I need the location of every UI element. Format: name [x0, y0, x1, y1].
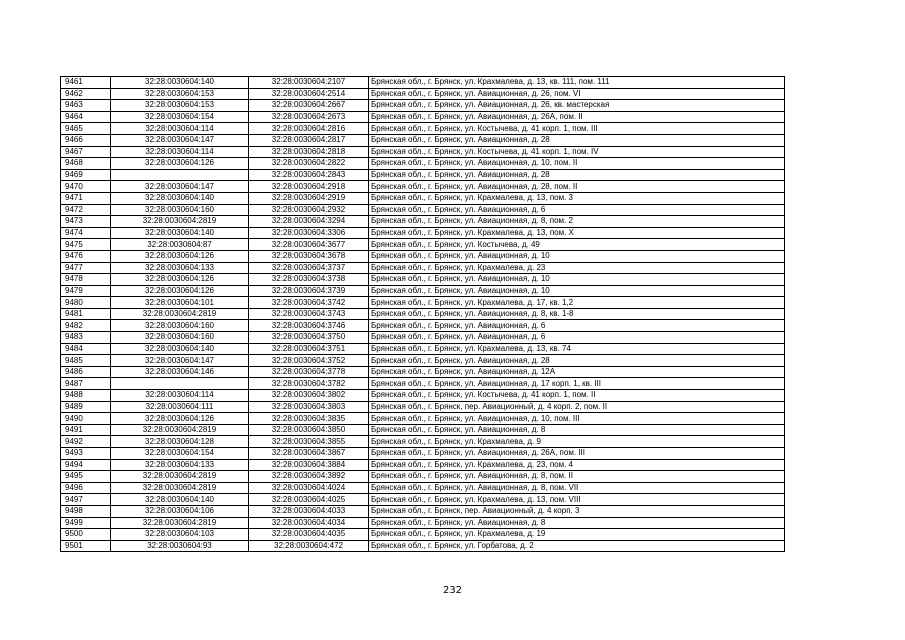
- cadastral-number-cell: 32:28:0030604:3803: [249, 401, 369, 413]
- cadastral-number-cell: 32:28:0030604:4034: [249, 517, 369, 529]
- row-number-cell: 9475: [61, 239, 111, 251]
- row-number-cell: 9477: [61, 262, 111, 274]
- row-number-cell: 9466: [61, 134, 111, 146]
- parent-cadastral-number-cell: 32:28:0030604:2819: [111, 424, 249, 436]
- row-number-cell: 9492: [61, 436, 111, 448]
- address-cell: Брянская обл., г. Брянск, ул. Авиационная, д. 8: [369, 517, 785, 529]
- table-row: [61, 146, 785, 158]
- address-cell: Брянская обл., г. Брянск, ул. Костычева, д. 41 корп. 1, пом. IV: [369, 146, 785, 158]
- row-number-cell: 9463: [61, 100, 111, 112]
- row-number-cell: 9468: [61, 158, 111, 170]
- table-row: [61, 343, 785, 355]
- row-number-cell: 9461: [61, 77, 111, 89]
- table-row: [61, 390, 785, 402]
- table-row: [61, 192, 785, 204]
- row-number-cell: 9499: [61, 517, 111, 529]
- address-cell: Брянская обл., г. Брянск, пер. Авиационный, д. 4 корп. 3: [369, 505, 785, 517]
- address-cell: Брянская обл., г. Брянск, ул. Авиационная, д. 17 корп. 1, кв. III: [369, 378, 785, 390]
- address-cell: Брянская обл., г. Брянск, ул. Костычева, д. 41 корп. 1, пом. II: [369, 390, 785, 402]
- cadastral-number-cell: 32:28:0030604:3743: [249, 308, 369, 320]
- parent-cadastral-number-cell: 32:28:0030604:106: [111, 505, 249, 517]
- parent-cadastral-number-cell: 32:28:0030604:114: [111, 390, 249, 402]
- cadastral-number-cell: 32:28:0030604:3677: [249, 239, 369, 251]
- table-row: [61, 413, 785, 425]
- cadastral-number-cell: 32:28:0030604:3751: [249, 343, 369, 355]
- cadastral-number-cell: 32:28:0030604:3855: [249, 436, 369, 448]
- table-row: [61, 308, 785, 320]
- address-cell: Брянская обл., г. Брянск, ул. Авиационная, д. 10, пом. II: [369, 158, 785, 170]
- table-row: [61, 355, 785, 367]
- table-row: [61, 169, 785, 181]
- parent-cadastral-number-cell: 32:28:0030604:147: [111, 181, 249, 193]
- table-row: [61, 448, 785, 460]
- parent-cadastral-number-cell: 32:28:0030604:133: [111, 459, 249, 471]
- address-cell: Брянская обл., г. Брянск, ул. Авиационная, д. 28: [369, 169, 785, 181]
- parent-cadastral-number-cell: 32:28:0030604:126: [111, 413, 249, 425]
- page-number: 232: [442, 585, 463, 596]
- row-number-cell: 9493: [61, 448, 111, 460]
- parent-cadastral-number-cell: 32:28:0030604:2819: [111, 517, 249, 529]
- parent-cadastral-number-cell: 32:28:0030604:126: [111, 274, 249, 286]
- address-cell: Брянская обл., г. Брянск, ул. Авиационная, д. 28: [369, 134, 785, 146]
- table-row: [61, 494, 785, 506]
- row-number-cell: 9501: [61, 540, 111, 552]
- parent-cadastral-number-cell: 32:28:0030604:140: [111, 77, 249, 89]
- table-row: [61, 285, 785, 297]
- address-cell: Брянская обл., г. Брянск, ул. Крахмалева, д. 9: [369, 436, 785, 448]
- cadastral-number-cell: 32:28:0030604:3884: [249, 459, 369, 471]
- parent-cadastral-number-cell: 32:28:0030604:126: [111, 285, 249, 297]
- cadastral-number-cell: 32:28:0030604:3746: [249, 320, 369, 332]
- address-cell: Брянская обл., г. Брянск, ул. Авиационная, д. 26А, пом. III: [369, 448, 785, 460]
- table-row: [61, 436, 785, 448]
- table-row: [61, 540, 785, 552]
- row-number-cell: 9495: [61, 471, 111, 483]
- cadastral-number-cell: 32:28:0030604:3802: [249, 390, 369, 402]
- cadastral-number-cell: 32:28:0030604:2932: [249, 204, 369, 216]
- address-cell: Брянская обл., г. Брянск, ул. Костычева, д. 49: [369, 239, 785, 251]
- parent-cadastral-number-cell: 32:28:0030604:140: [111, 494, 249, 506]
- address-cell: Брянская обл., г. Брянск, ул. Авиационная, д. 26, кв. мастерская: [369, 100, 785, 112]
- cadastral-number-cell: 32:28:0030604:3835: [249, 413, 369, 425]
- cadastral-registry-table: [60, 76, 785, 552]
- parent-cadastral-number-cell: 32:28:0030604:111: [111, 401, 249, 413]
- parent-cadastral-number-cell: 32:28:0030604:160: [111, 320, 249, 332]
- table-row: [61, 88, 785, 100]
- cadastral-number-cell: 32:28:0030604:3294: [249, 216, 369, 228]
- table-row: [61, 100, 785, 112]
- row-number-cell: 9494: [61, 459, 111, 471]
- cadastral-number-cell: 32:28:0030604:2816: [249, 123, 369, 135]
- cadastral-number-cell: 32:28:0030604:2843: [249, 169, 369, 181]
- address-cell: Брянская обл., г. Брянск, ул. Авиационная, д. 12А: [369, 366, 785, 378]
- parent-cadastral-number-cell: 32:28:0030604:126: [111, 250, 249, 262]
- parent-cadastral-number-cell: 32:28:0030604:146: [111, 366, 249, 378]
- registry-table-body: [61, 77, 785, 552]
- row-number-cell: 9488: [61, 390, 111, 402]
- row-number-cell: 9464: [61, 111, 111, 123]
- address-cell: Брянская обл., г. Брянск, ул. Авиационная, д. 10: [369, 274, 785, 286]
- cadastral-number-cell: 32:28:0030604:2918: [249, 181, 369, 193]
- parent-cadastral-number-cell: 32:28:0030604:153: [111, 88, 249, 100]
- parent-cadastral-number-cell: 32:28:0030604:126: [111, 158, 249, 170]
- parent-cadastral-number-cell: 32:28:0030604:140: [111, 343, 249, 355]
- parent-cadastral-number-cell: 32:28:0030604:160: [111, 204, 249, 216]
- address-cell: Брянская обл., г. Брянск, ул. Авиационная, д. 6: [369, 332, 785, 344]
- parent-cadastral-number-cell: 32:28:0030604:140: [111, 192, 249, 204]
- table-row: [61, 424, 785, 436]
- address-cell: Брянская обл., г. Брянск, ул. Авиационная, д. 6: [369, 320, 785, 332]
- parent-cadastral-number-cell: 32:28:0030604:103: [111, 529, 249, 541]
- row-number-cell: 9490: [61, 413, 111, 425]
- cadastral-number-cell: 32:28:0030604:472: [249, 540, 369, 552]
- row-number-cell: 9472: [61, 204, 111, 216]
- table-row: [61, 250, 785, 262]
- row-number-cell: 9479: [61, 285, 111, 297]
- parent-cadastral-number-cell: 32:28:0030604:128: [111, 436, 249, 448]
- table-row: [61, 459, 785, 471]
- table-row: [61, 227, 785, 239]
- parent-cadastral-number-cell: 32:28:0030604:2819: [111, 308, 249, 320]
- address-cell: Брянская обл., г. Брянск, ул. Крахмалева, д. 13, пом. VIII: [369, 494, 785, 506]
- cadastral-number-cell: 32:28:0030604:3850: [249, 424, 369, 436]
- table-row: [61, 471, 785, 483]
- address-cell: Брянская обл., г. Брянск, ул. Авиационная, д. 26А, пом. II: [369, 111, 785, 123]
- table-row: [61, 181, 785, 193]
- row-number-cell: 9474: [61, 227, 111, 239]
- table-row: [61, 297, 785, 309]
- parent-cadastral-number-cell: 32:28:0030604:140: [111, 227, 249, 239]
- table-row: [61, 274, 785, 286]
- parent-cadastral-number-cell: 32:28:0030604:133: [111, 262, 249, 274]
- table-row: [61, 505, 785, 517]
- table-row: [61, 529, 785, 541]
- address-cell: Брянская обл., г. Брянск, ул. Авиационная, д. 8: [369, 424, 785, 436]
- address-cell: Брянская обл., г. Брянск, ул. Авиационная, д. 10: [369, 285, 785, 297]
- cadastral-number-cell: 32:28:0030604:3678: [249, 250, 369, 262]
- cadastral-number-cell: 32:28:0030604:2673: [249, 111, 369, 123]
- parent-cadastral-number-cell: [111, 378, 249, 390]
- parent-cadastral-number-cell: 32:28:0030604:87: [111, 239, 249, 251]
- table-row: [61, 401, 785, 413]
- table-row: [61, 517, 785, 529]
- row-number-cell: 9486: [61, 366, 111, 378]
- address-cell: Брянская обл., г. Брянск, ул. Костычева, д. 41 корп. 1, пом. III: [369, 123, 785, 135]
- row-number-cell: 9496: [61, 482, 111, 494]
- address-cell: Брянская обл., г. Брянск, ул. Авиационная, д. 10, пом. III: [369, 413, 785, 425]
- address-cell: Брянская обл., г. Брянск, ул. Крахмалева, д. 13, кв. 74: [369, 343, 785, 355]
- row-number-cell: 9500: [61, 529, 111, 541]
- table-row: [61, 239, 785, 251]
- cadastral-number-cell: 32:28:0030604:4024: [249, 482, 369, 494]
- cadastral-number-cell: 32:28:0030604:2667: [249, 100, 369, 112]
- row-number-cell: 9480: [61, 297, 111, 309]
- cadastral-number-cell: 32:28:0030604:2818: [249, 146, 369, 158]
- cadastral-number-cell: 32:28:0030604:4025: [249, 494, 369, 506]
- table-row: [61, 158, 785, 170]
- address-cell: Брянская обл., г. Брянск, ул. Крахмалева, д. 17, кв. 1,2: [369, 297, 785, 309]
- cadastral-number-cell: 32:28:0030604:2107: [249, 77, 369, 89]
- row-number-cell: 9469: [61, 169, 111, 181]
- parent-cadastral-number-cell: 32:28:0030604:2819: [111, 471, 249, 483]
- parent-cadastral-number-cell: 32:28:0030604:154: [111, 448, 249, 460]
- parent-cadastral-number-cell: 32:28:0030604:114: [111, 146, 249, 158]
- cadastral-number-cell: 32:28:0030604:2919: [249, 192, 369, 204]
- cadastral-number-cell: 32:28:0030604:3782: [249, 378, 369, 390]
- row-number-cell: 9478: [61, 274, 111, 286]
- parent-cadastral-number-cell: 32:28:0030604:154: [111, 111, 249, 123]
- row-number-cell: 9481: [61, 308, 111, 320]
- address-cell: Брянская обл., г. Брянск, ул. Горбатова, д. 2: [369, 540, 785, 552]
- parent-cadastral-number-cell: 32:28:0030604:101: [111, 297, 249, 309]
- row-number-cell: 9462: [61, 88, 111, 100]
- parent-cadastral-number-cell: 32:28:0030604:147: [111, 355, 249, 367]
- address-cell: Брянская обл., г. Брянск, пер. Авиационный, д. 4 корп. 2, пом. II: [369, 401, 785, 413]
- table-row: [61, 378, 785, 390]
- parent-cadastral-number-cell: 32:28:0030604:160: [111, 332, 249, 344]
- address-cell: Брянская обл., г. Брянск, ул. Крахмалева, д. 19: [369, 529, 785, 541]
- table-row: [61, 77, 785, 89]
- table-row: [61, 262, 785, 274]
- table-row: [61, 482, 785, 494]
- parent-cadastral-number-cell: [111, 169, 249, 181]
- row-number-cell: 9482: [61, 320, 111, 332]
- row-number-cell: 9465: [61, 123, 111, 135]
- address-cell: Брянская обл., г. Брянск, ул. Авиационная, д. 8, кв. 1-8: [369, 308, 785, 320]
- address-cell: Брянская обл., г. Брянск, ул. Авиационная, д. 26, пом. VI: [369, 88, 785, 100]
- address-cell: Брянская обл., г. Брянск, ул. Крахмалева, д. 23: [369, 262, 785, 274]
- cadastral-number-cell: 32:28:0030604:3738: [249, 274, 369, 286]
- cadastral-number-cell: 32:28:0030604:3742: [249, 297, 369, 309]
- table-row: [61, 366, 785, 378]
- row-number-cell: 9485: [61, 355, 111, 367]
- cadastral-number-cell: 32:28:0030604:3750: [249, 332, 369, 344]
- row-number-cell: 9470: [61, 181, 111, 193]
- table-row: [61, 134, 785, 146]
- parent-cadastral-number-cell: 32:28:0030604:114: [111, 123, 249, 135]
- row-number-cell: 9489: [61, 401, 111, 413]
- table-row: [61, 216, 785, 228]
- row-number-cell: 9484: [61, 343, 111, 355]
- address-cell: Брянская обл., г. Брянск, ул. Крахмалева, д. 13, пом. X: [369, 227, 785, 239]
- row-number-cell: 9487: [61, 378, 111, 390]
- address-cell: Брянская обл., г. Брянск, ул. Крахмалева, д. 23, пом. 4: [369, 459, 785, 471]
- cadastral-number-cell: 32:28:0030604:2514: [249, 88, 369, 100]
- address-cell: Брянская обл., г. Брянск, ул. Авиационная, д. 8, пом. II: [369, 471, 785, 483]
- cadastral-number-cell: 32:28:0030604:3306: [249, 227, 369, 239]
- address-cell: Брянская обл., г. Брянск, ул. Крахмалева, д. 13, пом. 3: [369, 192, 785, 204]
- table-row: [61, 111, 785, 123]
- address-cell: Брянская обл., г. Брянск, ул. Авиационная, д. 28: [369, 355, 785, 367]
- address-cell: Брянская обл., г. Брянск, ул. Авиационная, д. 10: [369, 250, 785, 262]
- address-cell: Брянская обл., г. Брянск, ул. Авиационная, д. 8, пом. 2: [369, 216, 785, 228]
- table-row: [61, 204, 785, 216]
- cadastral-number-cell: 32:28:0030604:2822: [249, 158, 369, 170]
- table-row: [61, 332, 785, 344]
- row-number-cell: 9498: [61, 505, 111, 517]
- row-number-cell: 9471: [61, 192, 111, 204]
- cadastral-number-cell: 32:28:0030604:3778: [249, 366, 369, 378]
- row-number-cell: 9476: [61, 250, 111, 262]
- parent-cadastral-number-cell: 32:28:0030604:2819: [111, 216, 249, 228]
- parent-cadastral-number-cell: 32:28:0030604:147: [111, 134, 249, 146]
- cadastral-number-cell: 32:28:0030604:2817: [249, 134, 369, 146]
- row-number-cell: 9491: [61, 424, 111, 436]
- address-cell: Брянская обл., г. Брянск, ул. Авиационная, д. 6: [369, 204, 785, 216]
- parent-cadastral-number-cell: 32:28:0030604:93: [111, 540, 249, 552]
- table-row: [61, 123, 785, 135]
- cadastral-number-cell: 32:28:0030604:3867: [249, 448, 369, 460]
- row-number-cell: 9483: [61, 332, 111, 344]
- row-number-cell: 9473: [61, 216, 111, 228]
- row-number-cell: 9467: [61, 146, 111, 158]
- cadastral-number-cell: 32:28:0030604:3737: [249, 262, 369, 274]
- parent-cadastral-number-cell: 32:28:0030604:2819: [111, 482, 249, 494]
- cadastral-number-cell: 32:28:0030604:3752: [249, 355, 369, 367]
- parent-cadastral-number-cell: 32:28:0030604:153: [111, 100, 249, 112]
- address-cell: Брянская обл., г. Брянск, ул. Авиационная, д. 28, пом. II: [369, 181, 785, 193]
- cadastral-number-cell: 32:28:0030604:4035: [249, 529, 369, 541]
- address-cell: Брянская обл., г. Брянск, ул. Крахмалева, д. 13, кв. 111, пом. 111: [369, 77, 785, 89]
- cadastral-number-cell: 32:28:0030604:3892: [249, 471, 369, 483]
- cadastral-number-cell: 32:28:0030604:4033: [249, 505, 369, 517]
- cadastral-number-cell: 32:28:0030604:3739: [249, 285, 369, 297]
- table-row: [61, 320, 785, 332]
- row-number-cell: 9497: [61, 494, 111, 506]
- address-cell: Брянская обл., г. Брянск, ул. Авиационная, д. 8, пом. VII: [369, 482, 785, 494]
